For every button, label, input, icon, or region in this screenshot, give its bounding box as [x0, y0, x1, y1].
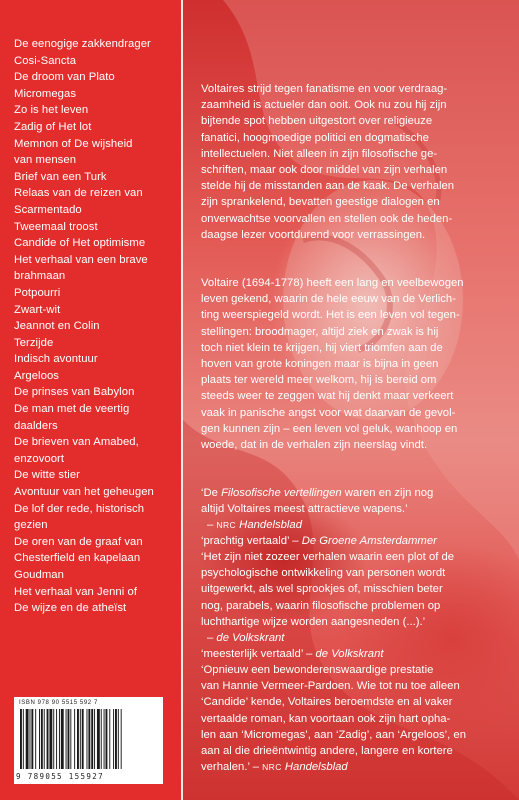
review-quote-volkskrant-1 — [201, 549, 454, 646]
story-title: Avontuur van het geheugen — [14, 486, 154, 499]
story-title: Micromegas — [14, 87, 77, 100]
quote-source: de Volkskrant — [315, 648, 384, 660]
story-title: De prinses van Babylon — [14, 386, 135, 399]
barcode-bar — [109, 709, 110, 769]
story-title: De eenogige zakkendrager — [14, 38, 151, 50]
text-line: luchthartige wijze worden aangesneden (...).’ — [201, 615, 426, 628]
story-title: Zwart-wit — [14, 303, 61, 316]
quote-text: ‘De — [201, 487, 222, 499]
barcode-bar — [88, 709, 90, 769]
barcode-bar — [87, 709, 88, 769]
barcode-box — [14, 697, 163, 784]
story-title: Tweemaal troost — [14, 220, 98, 233]
barcode-bar — [68, 709, 70, 769]
text-line: steeds weer te zeggen wat hij denkt maar verkeert — [201, 390, 454, 403]
barcode-bar — [31, 709, 33, 769]
text-line: toch niet klein te krijgen, hij viert triomfen aan de — [201, 341, 443, 354]
barcode-bar — [70, 709, 71, 769]
barcode-bar — [47, 709, 49, 769]
barcode-bar — [53, 709, 54, 769]
story-title: Het verhaal van een brave — [14, 253, 148, 266]
quote-source: – NRC Handelsblad — [207, 519, 302, 532]
story-title: De oren van de graaf van — [14, 535, 143, 548]
text-line: schriften, maar ook door middel van zijn verhalen — [201, 164, 448, 177]
story-title: De wijze en de atheïst — [14, 602, 127, 615]
text-line: vaak in panische angst voor wat daarvan de gevol- — [201, 406, 456, 419]
review-quote-volkskrant-2 — [201, 646, 384, 662]
story-title: Chesterfield en kapelaan — [14, 552, 141, 565]
text-line: van Hannie Vermeer-Pardoen. Wie tot nu toe alleen — [201, 680, 460, 693]
text-line: uitgewerkt, als wel sprookjes of, misschien beter — [201, 583, 443, 596]
quote-source: De Groene Amsterdammer — [301, 535, 437, 547]
text-line: nog, parabels, waarin filosofische problemen op — [201, 599, 441, 612]
quote-text — [201, 551, 454, 628]
barcode-bar — [35, 709, 36, 769]
story-title: Indisch avontuur — [14, 353, 98, 366]
story-title: De lof der rede, historisch — [14, 502, 145, 515]
review-quote-groene — [201, 533, 437, 549]
story-title: enzovoort — [14, 452, 65, 465]
text-line: aan al die drieëntwintig andere, langere en kortere — [201, 745, 453, 758]
text-line: zijn sprankelend, bevatten geestige dialogen en — [201, 196, 440, 209]
story-title-list — [14, 36, 179, 617]
story-title: Argeloos — [14, 369, 59, 382]
story-title: brahmaan — [14, 270, 66, 283]
story-title: De witte stier — [14, 469, 80, 482]
story-title: Jeannot en Colin — [14, 320, 100, 333]
text-line: intellectuelen. Niet alleen in zijn filosofische ge- — [201, 147, 438, 160]
barcode-bar — [113, 709, 114, 769]
review-quote-nrc-2 — [201, 662, 466, 775]
quote-source: – de Volkskrant — [207, 632, 285, 645]
portrait-panel — [183, 0, 519, 800]
story-title: De droom van Plato — [14, 71, 115, 84]
isbn-label: ISBN 978 90 5515 592 7 — [19, 700, 98, 706]
story-title: Potpourri — [14, 286, 61, 299]
quote-text — [201, 664, 466, 757]
barcode-bar — [44, 709, 45, 769]
barcode-bar — [39, 709, 40, 769]
barcode-bar — [26, 709, 29, 769]
story-title: Het verhaal van Jenni of — [14, 585, 138, 598]
barcode-bar — [121, 709, 122, 769]
barcode-bar — [23, 709, 24, 769]
barcode-bar — [118, 709, 119, 769]
intro-paragraph — [201, 81, 454, 243]
text-line: daagse lezer voortdurend voor verrassingen. — [201, 228, 426, 241]
story-title: Zadig of Het lot — [14, 120, 92, 133]
story-title: Brief van een Turk — [14, 170, 107, 183]
story-title: Memnon of De wijsheid — [14, 137, 133, 150]
story-title: Candide of Het optimisme — [14, 237, 146, 250]
story-title: daalders — [14, 419, 58, 432]
barcode-bar — [106, 709, 108, 769]
text-line: ‘Het zijn niet zozeer verhalen waarin een plot of de — [201, 551, 455, 563]
barcode-bar — [91, 709, 93, 769]
barcode-bar — [30, 709, 31, 769]
biography-paragraph — [201, 275, 464, 453]
barcode-bar — [115, 709, 117, 769]
text-line: gen kunnen zijn – een leven vol geluk, wanhoop en — [201, 422, 458, 435]
barcode-bar — [66, 709, 67, 769]
barcode-bar — [101, 709, 102, 769]
text-line: fanatici, hoogmoedige politici en dogmatische — [201, 131, 429, 144]
barcode-bar — [82, 709, 84, 769]
text-line: stelde hij de misstanden aan de kaak. De verhalen — [201, 180, 455, 193]
text-line: leven gekend, waarin de hele eeuw van de Verlich- — [201, 293, 456, 306]
text-line: stellingen: broodmager, altijd ziek en zwak is hij — [201, 325, 439, 338]
quote-text: ‘prachtig vertaald’ – — [201, 535, 302, 547]
story-title: De brieven van Amabed, — [14, 436, 139, 449]
quote-text: waren en zijn nog — [341, 487, 434, 499]
quote-text: ‘meesterlijk vertaald’ – — [201, 648, 316, 660]
text-line: psychologische ontwikkeling van personen wordt — [201, 567, 446, 580]
text-line: bijtende spot hebben uitgestort over religieuze — [201, 115, 433, 128]
quote-source: Handelsblad — [281, 761, 348, 774]
text-line: woede, dat in de verhalen zijn neerslag vindt. — [201, 439, 428, 452]
story-title: Terzijde — [14, 336, 54, 349]
quote-book-title: Filosofische vertellingen — [221, 487, 342, 499]
barcode-bar — [97, 709, 100, 769]
story-title: van mensen — [14, 154, 77, 167]
quote-text: altijd Voltaires meest attractieve wapens.’ — [201, 503, 408, 516]
barcode-bar — [94, 709, 95, 769]
story-title: De man met de veertig — [14, 403, 130, 416]
review-quote-nrc-1 — [201, 485, 433, 534]
barcode-bar — [61, 709, 64, 769]
text-line: ‘Candide’ kende, Voltaires beroemdste en al vaker — [201, 696, 453, 709]
text-line: Voltaire (1694-1778) heeft een lang en veelbewogen — [201, 277, 464, 289]
quote-source: NRC — [262, 762, 282, 773]
barcode-bar — [41, 709, 43, 769]
text-line: vertaalde roman, kan voortaan ook zijn hart opha- — [201, 712, 451, 725]
story-title: Scarmentado — [14, 203, 82, 216]
text-line: hoven van grote koningen maar is bijna in geen — [201, 358, 439, 371]
text-line: len aan ‘Micromegas’, aan ‘Zadig’, aan ‘Argeloos’, en — [201, 728, 466, 741]
barcode-bar — [56, 709, 57, 769]
story-title: Goudman — [14, 569, 64, 581]
text-line: zaamheid is actueler dan ooit. Ook nu zou hij zijn — [201, 99, 447, 112]
story-title: gezien — [14, 519, 48, 532]
barcode-bar — [80, 709, 81, 769]
barcode-bar — [20, 709, 22, 769]
barcode-digits: 9 789055 155927 — [16, 772, 104, 781]
quote-text: verhalen.’ – — [201, 761, 263, 774]
text-line: plaats ter wereld meer welkom, hij is bereid om — [201, 374, 437, 387]
barcode-icon — [18, 709, 159, 771]
barcode-bar — [104, 709, 105, 769]
barcode-bar — [74, 709, 75, 769]
story-title: Relaas van de reizen van — [14, 187, 143, 200]
text-line: onverwachtse voorvallen en stellen ook de heden- — [201, 212, 453, 225]
text-line: Voltaires strijd tegen fanatisme en voor verdraag- — [201, 83, 448, 95]
barcode-bar — [59, 709, 60, 769]
text-line: ‘Opnieuw een bewonderenswaardige prestatie — [201, 664, 434, 676]
story-list-panel — [0, 0, 183, 800]
text-line: ting weerspiegeld wordt. Het is een leven vol tegen- — [201, 309, 460, 322]
barcode-bar — [49, 709, 52, 769]
barcode-bar — [77, 709, 79, 769]
story-title: Zo is het leven — [14, 104, 89, 117]
story-title: Cosi-Sancta — [14, 54, 77, 67]
